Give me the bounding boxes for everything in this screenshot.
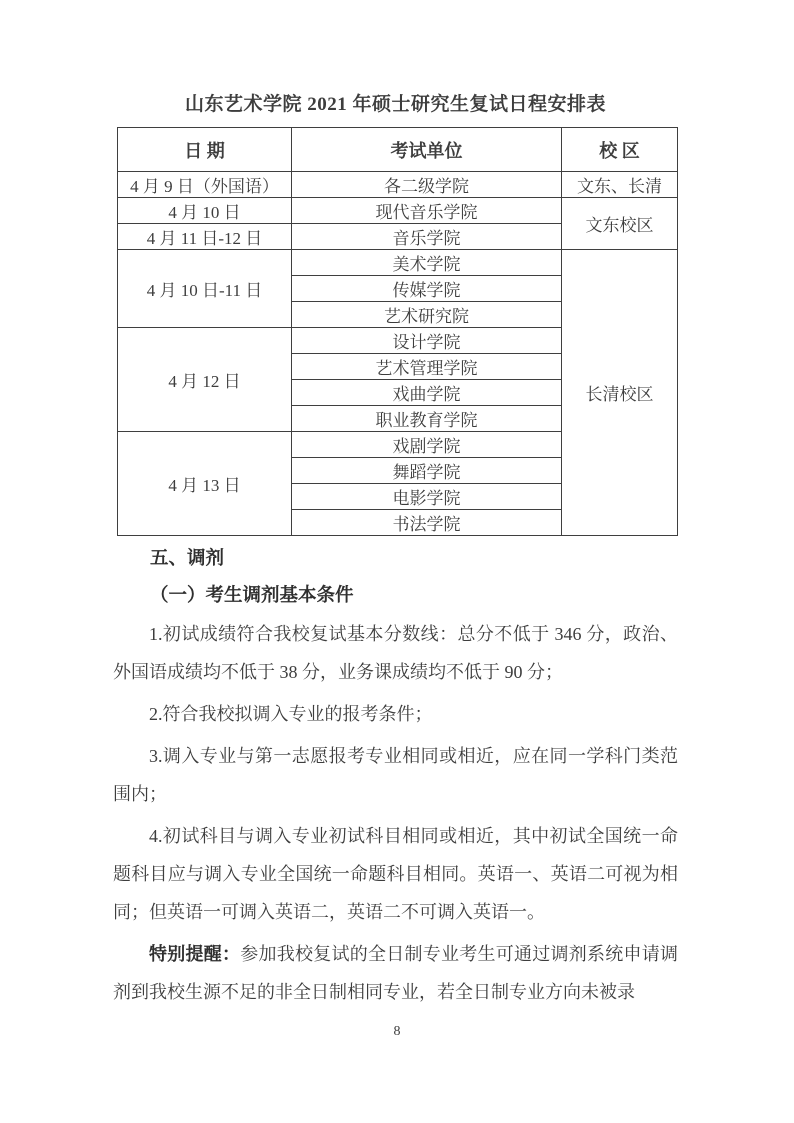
- table-row: [118, 250, 678, 276]
- column-header: 考试单位: [292, 128, 562, 172]
- table-cell: 长清校区: [562, 250, 678, 536]
- table-cell: 戏曲学院: [292, 380, 562, 406]
- subsection-heading: （一）考生调剂基本条件: [150, 586, 354, 606]
- table-cell: 4 月 12 日: [118, 328, 292, 432]
- paragraph: 2.符合我校拟调入专业的报考条件；: [149, 704, 433, 724]
- table-cell: 戏剧学院: [292, 432, 562, 458]
- schedule-table-header-row: [118, 128, 678, 172]
- page-title: 山东艺术学院 2021 年硕士研究生复试日程安排表: [184, 94, 606, 115]
- table-cell: 4 月 11 日-12 日: [118, 224, 292, 250]
- table-cell: 文东、长清: [562, 172, 678, 198]
- table-row: [118, 198, 678, 224]
- table-cell: 书法学院: [292, 510, 562, 536]
- schedule-table-body: [118, 172, 678, 536]
- table-cell: 舞蹈学院: [292, 458, 562, 484]
- table-cell: 传媒学院: [292, 276, 562, 302]
- table-cell: 文东校区: [562, 198, 678, 250]
- table-cell: 设计学院: [292, 328, 562, 354]
- table-cell: 4 月 10 日: [118, 198, 292, 224]
- table-cell: 音乐学院: [292, 224, 562, 250]
- table-cell: 职业教育学院: [292, 406, 562, 432]
- page-number: 8: [393, 1024, 401, 1039]
- table-cell: 艺术管理学院: [292, 354, 562, 380]
- table-cell: 4 月 9 日（外国语）: [118, 172, 292, 198]
- body-paragraphs: [113, 615, 678, 1011]
- table-cell: 现代音乐学院: [292, 198, 562, 224]
- table-cell: 电影学院: [292, 484, 562, 510]
- column-header: 校 区: [562, 128, 678, 172]
- table-cell: 艺术研究院: [292, 302, 562, 328]
- table-cell: 美术学院: [292, 250, 562, 276]
- paragraph: 特别提醒：参加我校复试的全日制专业考生可通过调剂系统申请调剂到我校生源不足的非全日制相同专业，若全日制专业方向未被录: [113, 944, 678, 1002]
- schedule-table: [117, 127, 678, 536]
- column-header: 日 期: [118, 128, 292, 172]
- section-heading: 五、调剂: [150, 547, 225, 568]
- adjustment-section: [113, 539, 678, 1011]
- table-row: [118, 172, 678, 198]
- paragraph: 4.初试科目与调入专业初试科目相同或相近，其中初试全国统一命题科目应与调入专业全国统一命题科目相同。英语一、英语二可视为相同；但英语一可调入英语二，英语二不可调入英语一。: [113, 826, 678, 922]
- table-cell: 4 月 13 日: [118, 432, 292, 536]
- paragraph-lead: 特别提醒：: [149, 944, 241, 964]
- paragraph: 1.初试成绩符合我校复试基本分数线：总分不低于 346 分，政治、外国语成绩均不低于 38 分，业务课成绩均不低于 90 分；: [113, 624, 678, 682]
- table-cell: 各二级学院: [292, 172, 562, 198]
- table-cell: 4 月 10 日-11 日: [118, 250, 292, 328]
- paragraph: 3.调入专业与第一志愿报考专业相同或相近，应在同一学科门类范围内；: [113, 746, 678, 804]
